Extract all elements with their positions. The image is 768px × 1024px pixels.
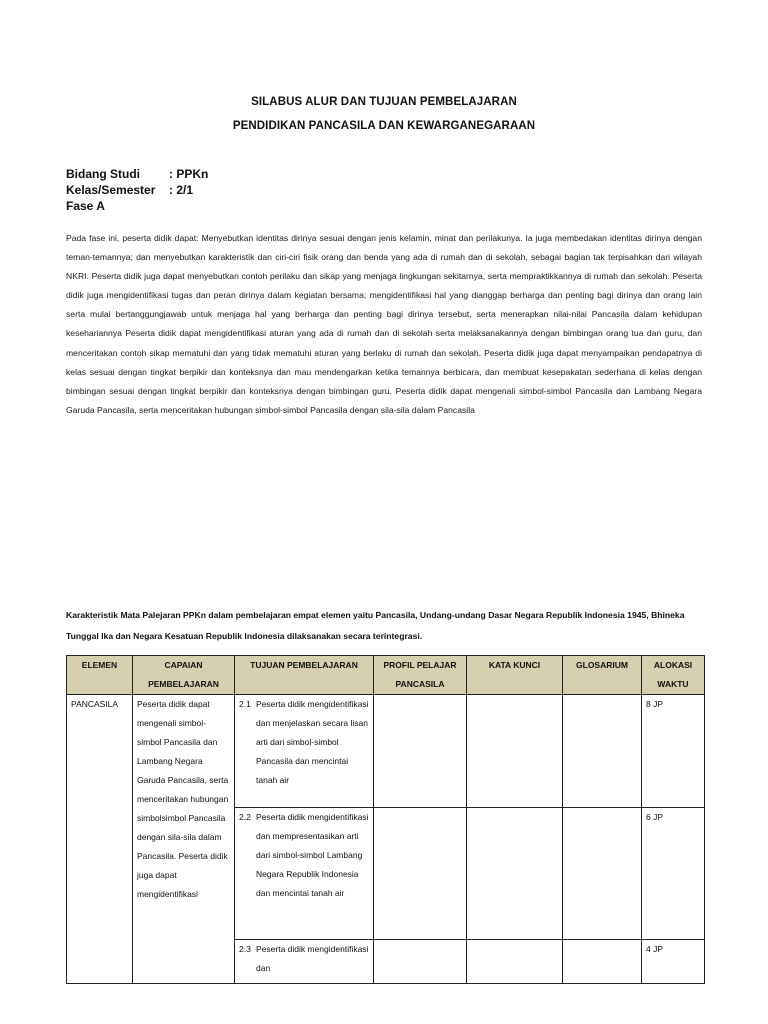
header-kata-kunci: KATA KUNCI [467, 656, 563, 695]
meta-label: Kelas/Semester [66, 183, 156, 197]
cell-kata-kunci [467, 808, 563, 940]
cell-tujuan [235, 940, 374, 984]
table-header-row [67, 656, 705, 695]
cell-glosarium [563, 695, 642, 808]
tujuan-number: 2.1 [239, 699, 251, 709]
cell-alokasi: 4 JP [642, 940, 705, 984]
meta-label: Bidang Studi [66, 167, 140, 181]
cell-glosarium [563, 808, 642, 940]
header-alokasi-waktu: ALOKASI WAKTU [642, 656, 705, 695]
cell-kata-kunci [467, 940, 563, 984]
header-glosarium: GLOSARIUM [563, 656, 642, 695]
meta-row-kelas-semester [66, 182, 208, 198]
meta-row-fase [66, 198, 208, 214]
header-profil-pelajar-pancasila: PROFIL PELAJAR PANCASILA [374, 656, 467, 695]
table-row [67, 695, 705, 808]
document-meta [66, 166, 208, 214]
tujuan-text: Peserta didik mengidentifikasi dan [256, 944, 369, 973]
meta-value: : 2/1 [169, 183, 194, 197]
tujuan-text: Peserta didik mengidentifikasi dan mempresentasikan arti dari simbol-simbol Lambang Negara Republik Indonesia dan mencintai tanah air [256, 812, 369, 898]
header-capaian-pembelajaran: CAPAIAN PEMBELAJARAN [133, 656, 235, 695]
cell-tujuan [235, 695, 374, 808]
document-title: SILABUS ALUR DAN TUJUAN PEMBELAJARAN [251, 96, 517, 108]
meta-row-bidang-studi [66, 166, 208, 182]
cell-profil [374, 695, 467, 808]
cell-glosarium [563, 940, 642, 984]
tujuan-number: 2.2 [239, 812, 251, 822]
cell-profil [374, 808, 467, 940]
tujuan-text: Peserta didik mengidentifikasi dan menjelaskan secara lisan arti dari simbol-simbol Pancasila dan mencintai tanah air [256, 699, 369, 785]
header-elemen: ELEMEN [67, 656, 133, 695]
cell-alokasi: 6 JP [642, 808, 705, 940]
cell-elemen: PANCASILA [67, 695, 133, 984]
cell-alokasi: 8 JP [642, 695, 705, 808]
meta-label: Fase A [66, 199, 105, 213]
subject-characteristics: Karakteristik Mata Palejaran PPKn dalam pembelajaran empat elemen yaitu Pancasila, Undang-undang Dasar Negara Republik Indonesia 1945, Bhineka Tunggal Ika dan Negara Kesatuan Republik Indonesia dilaksanakan secara terintegrasi. [66, 610, 685, 641]
header-tujuan-pembelajaran: TUJUAN PEMBELAJARAN [235, 656, 374, 695]
tujuan-number: 2.3 [239, 944, 251, 954]
cell-tujuan [235, 808, 374, 940]
document-subtitle: PENDIDIKAN PANCASILA DAN KEWARGANEGARAAN [232, 120, 536, 132]
meta-value: : PPKn [169, 167, 209, 181]
cell-kata-kunci [467, 695, 563, 808]
syllabus-table [66, 655, 705, 984]
cell-profil [374, 940, 467, 984]
cell-capaian: Peserta didik dapat mengenali simbol-simbol Pancasila dan Lambang Negara Garuda Pancasila, serta menceritakan hubungan simbolsimbol Pancasila dengan sila-sila dalam Pancasila. Peserta didik juga dapat mengidentifikasi [133, 695, 235, 984]
phase-description: Pada fase ini, peserta didik dapat: Menyebutkan identitas dirinya sesuai dengan jenis kelamin, minat dan perilakunya. Ia juga membedakan identitas dirinya dengan teman-temannya; dan menyebutkan karakteristik dan ciri-ciri fisik orang dan benda yang ada di rumah dan di sekolah, sebagai bagian tak terpisahkan dari wilayah NKRI. Peserta didik juga dapat menyebutkan contoh perilaku dan sikap yang menjaga lingkungan sekitarnya, serta mempraktikkannya di rumah dan sekolah. Peserta didik juga mengidentifikasi tugas dan peran dirinya dalam kegiatan bersama; mengidentifikasi hal yang dianggap berharga dan penting bagi dirinya dan orang lain serta mulai bertanggungjawab untuk menjaga hal yang berharga dan penting bagi dirinya tersebut, serta menerapkan nilai-nilai Pancasila dalam kehidupan kesehariannya Peserta didik dapat mengidentifikasi aturan yang ada di rumah dan di sekolah serta melaksanakannya dengan bimbingan orang tua dan guru, dan menceritakan contoh sikap mematuhi dan yang tidak mematuhi aturan yang berlaku di rumah dan sekolah. Peserta didik juga dapat menyampaikan pendapatnya di kelas sesuai dengan tingkat berpikir dan konteksnya dan mau mendengarkan ketika temannya berbicara, dan membuat kesepakatan sederhana di kelas dengan bimbingan sesuai dengan tingkat berpikir dan konteksnya dengan bimbingan guru. Peserta didik dapat mengenali simbol-simbol Pancasila dan Lambang Negara Garuda Pancasila, serta menceritakan hubungan simbol-simbol Pancasila dengan sila-sila dalam Pancasila [66, 233, 702, 415]
